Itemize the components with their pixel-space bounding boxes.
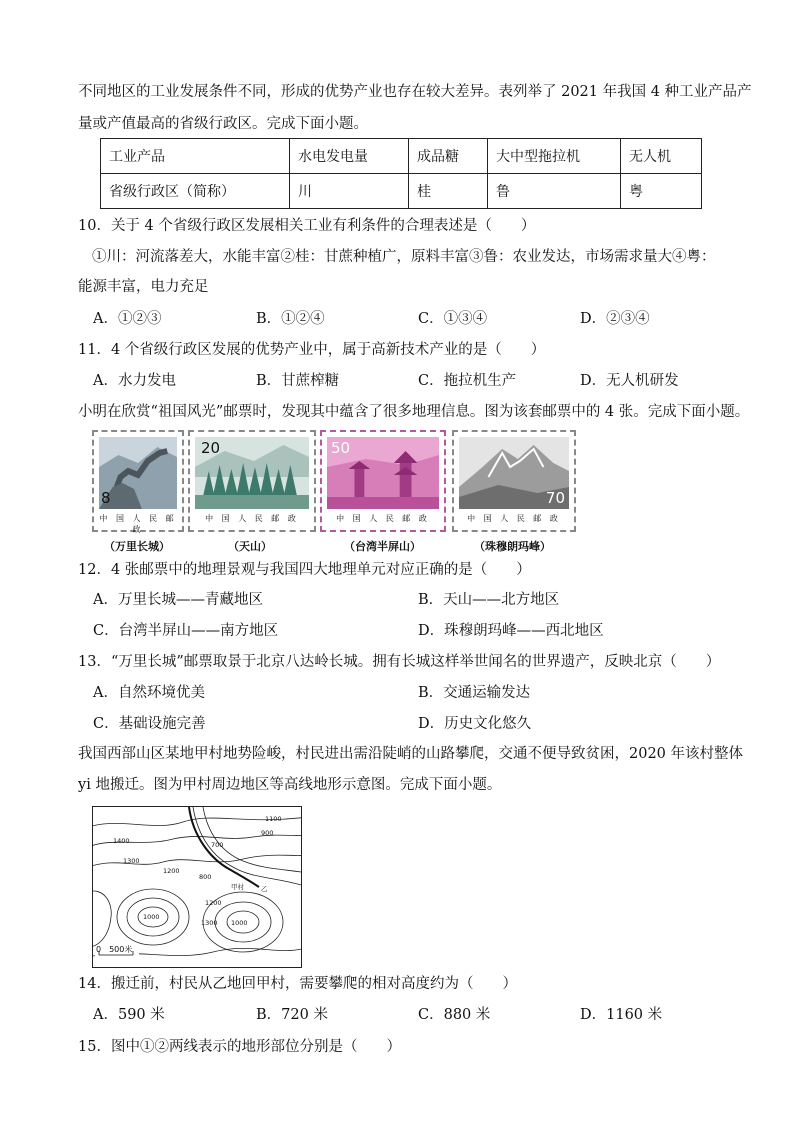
table-cell: 大中型拖拉机 — [488, 139, 621, 174]
great-wall-image — [99, 437, 177, 509]
contour-label: 1000 — [143, 913, 160, 921]
q10-option-a[interactable]: A．①②③ — [93, 311, 162, 327]
contour-label: 1400 — [113, 837, 130, 845]
q10-option-d[interactable]: D．②③④ — [580, 311, 650, 327]
question-13-stem: 13．“万里长城”邮票取景于北京八达岭长城。拥有长城这样举世闻名的世界遗产，反映北京（ ） — [78, 654, 721, 670]
table-cell: 无人机 — [621, 139, 702, 174]
table-cell: 川 — [290, 174, 409, 209]
q10-option-b[interactable]: B．①②④ — [256, 311, 325, 327]
tianshan-image — [195, 437, 309, 509]
stamp-figure — [92, 430, 582, 554]
stamp-everest — [452, 430, 576, 532]
q12-option-a[interactable]: A．万里长城——青藏地区 — [93, 592, 263, 608]
table-cell: 粤 — [621, 174, 702, 209]
contour-label: 1000 — [231, 919, 248, 927]
village-jia-label: 甲村 — [231, 883, 244, 891]
table-cell: 成品糖 — [409, 139, 488, 174]
contour-label: 1300 — [201, 919, 218, 927]
intro-text-line-2: 量或产值最高的省级行政区。完成下面小题。 — [78, 116, 368, 132]
industry-table — [100, 138, 702, 209]
stamp-footer: 中 国 人 民 邮 政 — [336, 514, 430, 523]
contour-label: 1300 — [123, 857, 140, 865]
q12-option-d[interactable]: D．珠穆朗玛峰——西北地区 — [418, 623, 604, 639]
question-10-statement-line-1: ①川：河流落差大，水能丰富②桂：甘蔗种植广，原料丰富③鲁：农业发达，市场需求量大④粤： — [92, 249, 716, 265]
stamp-value: 20 — [201, 439, 221, 457]
table-cell: 省级行政区（简称） — [101, 174, 290, 209]
q10-option-c[interactable]: C．①③④ — [418, 311, 488, 327]
table-cell: 鲁 — [488, 174, 621, 209]
q13-option-a[interactable]: A．自然环境优美 — [93, 685, 205, 701]
stamp-caption: （珠穆朗玛峰） — [474, 540, 551, 553]
contour-label: 800 — [199, 873, 212, 881]
taiwan-pagoda-image — [327, 437, 439, 509]
map-intro-line-2: yi 地搬迁。图为甲村周边地区等高线地形示意图。完成下面小题。 — [78, 777, 502, 793]
table-row — [101, 174, 702, 209]
contour-label: 1200 — [205, 899, 222, 907]
stamp-value: 50 — [331, 439, 351, 457]
stamp-footer: 中 国 人 民 邮 政 — [467, 514, 561, 523]
stamp-great-wall — [92, 430, 184, 532]
contour-label: 1100 — [265, 815, 282, 823]
q11-option-d[interactable]: D．无人机研发 — [580, 373, 679, 389]
contour-label: 1200 — [163, 867, 180, 875]
stamp-value: 8 — [101, 489, 111, 507]
q11-option-c[interactable]: C．拖拉机生产 — [418, 373, 517, 389]
question-10-stem: 10．关于 4 个省级行政区发展相关工业有利条件的合理表述是（ ） — [78, 218, 536, 234]
q14-option-b[interactable]: B．720 米 — [256, 1007, 328, 1023]
everest-image — [459, 437, 569, 509]
q14-option-c[interactable]: C．880 米 — [418, 1007, 491, 1023]
stamp-footer: 中 国 人 民 邮 政 — [205, 514, 299, 523]
stamp-tianshan — [188, 430, 316, 532]
q13-option-b[interactable]: B．交通运输发达 — [418, 685, 531, 701]
stamp-caption: （天山） — [228, 540, 272, 553]
stamp-caption: （台湾半屏山） — [344, 540, 421, 553]
stamp-caption: （万里长城） — [104, 540, 170, 553]
stamp-taiwan — [320, 430, 446, 532]
q14-option-d[interactable]: D．1160 米 — [580, 1007, 663, 1023]
stamps-intro: 小明在欣赏“祖国风光”邮票时，发现其中蕴含了很多地理信息。图为该套邮票中的 4 张。完成下面小题。 — [78, 404, 750, 420]
q12-option-c[interactable]: C．台湾半屏山——南方地区 — [93, 623, 279, 639]
question-11-stem: 11．4 个省级行政区发展的优势产业中，属于高新技术产业的是（ ） — [78, 342, 546, 358]
stamp-footer: 中 国 人 民 邮 政 — [99, 514, 177, 534]
contour-label: 900 — [261, 829, 274, 837]
table-cell: 桂 — [409, 174, 488, 209]
table-row — [101, 139, 702, 174]
q11-option-b[interactable]: B．甘蔗榨糖 — [256, 373, 340, 389]
stamp-value: 70 — [545, 489, 565, 507]
contour-label: 700 — [211, 841, 224, 849]
q11-option-a[interactable]: A．水力发电 — [93, 373, 176, 389]
map-scale: 0 500米 — [96, 945, 133, 954]
intro-text-line-1: 不同地区的工业发展条件不同，形成的优势产业也存在较大差异。表列举了 2021 年我国 4 种工业产品产 — [78, 84, 752, 100]
question-10-statement-line-2: 能源丰富，电力充足 — [78, 279, 209, 295]
table-cell: 工业产品 — [101, 139, 290, 174]
question-12-stem: 12．4 张邮票中的地理景观与我国四大地理单元对应正确的是（ ） — [78, 562, 531, 578]
map-intro-line-1: 我国西部山区某地甲村地势险峻，村民进出需沿陡峭的山路攀爬，交通不便导致贫困，2020 年该村整体 — [78, 746, 744, 762]
q13-option-c[interactable]: C．基础设施完善 — [93, 716, 206, 732]
q13-option-d[interactable]: D．历史文化悠久 — [418, 716, 532, 732]
q12-option-b[interactable]: B．天山——北方地区 — [418, 592, 560, 608]
place-yi-label: 乙 — [261, 885, 268, 893]
question-14-stem: 14．搬迁前，村民从乙地回甲村，需要攀爬的相对高度约为（ ） — [78, 976, 517, 992]
q14-option-a[interactable]: A．590 米 — [93, 1007, 165, 1023]
question-15-stem: 15．图中①②两线表示的地形部位分别是（ ） — [78, 1039, 401, 1055]
table-cell: 水电发电量 — [290, 139, 409, 174]
